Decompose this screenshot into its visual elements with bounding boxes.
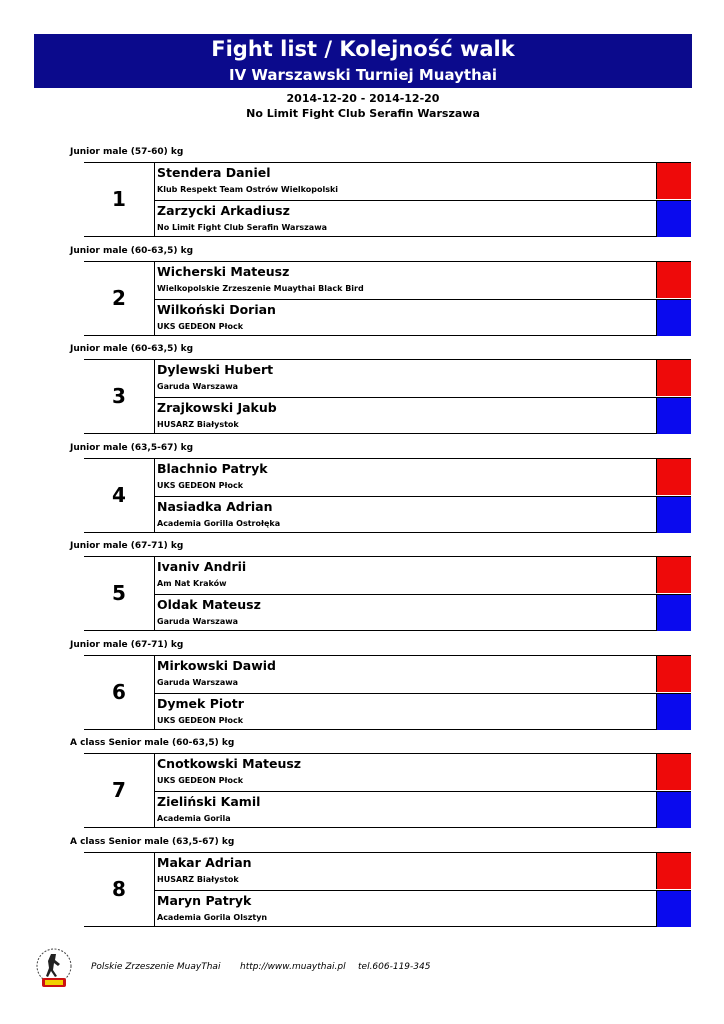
blue-corner-color-box [656, 595, 691, 631]
blue-corner [155, 200, 691, 237]
red-corner [155, 163, 691, 199]
red-fighter-name: Blachnio Patryk [157, 460, 268, 476]
blue-fighter-club: UKS GEDEON Płock [157, 321, 244, 331]
tournament-organizer: No Limit Fight Club Serafin Warszawa [246, 107, 480, 120]
blue-fighter-club: Academia Gorilla Ostrołęka [157, 518, 281, 528]
blue-corner [155, 496, 691, 533]
red-corner [155, 262, 691, 298]
weight-category: Junior male (67-71) kg [70, 541, 184, 551]
red-corner [155, 853, 691, 889]
red-corner-color-box [656, 656, 691, 692]
red-fighter-name: Ivaniv Andrii [157, 559, 247, 574]
blue-corner [155, 594, 691, 631]
footer-website-link[interactable]: http://www.muaythai.pl [240, 962, 346, 972]
document-title: Fight list / Kolejność walk [211, 37, 515, 61]
red-fighter-club: Garuda Warszawa [157, 677, 239, 687]
bout-row [84, 162, 691, 237]
red-fighter-club: UKS GEDEON Płock [157, 480, 244, 490]
weight-category: Junior male (67-71) kg [70, 639, 184, 650]
blue-fighter-club: Garuda Warszawa [157, 617, 239, 626]
document-header [34, 34, 692, 88]
blue-corner-color-box [656, 792, 691, 828]
red-corner-color-box [656, 557, 691, 593]
bout-number: 6 [84, 656, 155, 729]
bout-row [84, 458, 691, 533]
red-fighter-name: Stendera Daniel [157, 165, 271, 180]
red-fighter-club: Am Nat Kraków [157, 579, 227, 588]
bout-number: 7 [84, 754, 155, 827]
red-corner-color-box [656, 754, 691, 790]
blue-fighter-name: Dymek Piotr [157, 695, 244, 711]
bout-number: 4 [84, 459, 155, 532]
blue-fighter-name: Maryn Patryk [157, 892, 252, 908]
bout-row [84, 359, 691, 434]
bout-number: 2 [84, 262, 155, 335]
weight-category: Junior male (60-63,5) kg [70, 245, 194, 256]
blue-fighter-club: Academia Gorila [157, 814, 231, 823]
blue-corner-color-box [656, 398, 691, 434]
bout-row [84, 261, 691, 336]
red-fighter-name: Makar Adrian [157, 854, 252, 870]
blue-corner [155, 693, 691, 730]
red-corner [155, 656, 691, 692]
tournament-name: IV Warszawski Turniej Muaythai [228, 66, 498, 84]
blue-fighter-name: Nasiadka Adrian [157, 498, 273, 514]
blue-corner [155, 299, 691, 336]
footer-phone: tel.606-119-345 [358, 962, 431, 972]
red-corner [155, 557, 691, 593]
muaythai-logo-icon [34, 946, 74, 990]
bout-row [84, 655, 691, 730]
blue-fighter-club: Academia Gorila Olsztyn [157, 912, 268, 922]
red-corner [155, 360, 691, 396]
blue-fighter-club: HUSARZ Białystok [157, 420, 239, 429]
red-fighter-club: Garuda Warszawa [157, 382, 239, 391]
weight-category: Junior male (60-63,5) kg [70, 344, 194, 354]
blue-fighter-name: Zrajkowski Jakub [157, 400, 277, 415]
bout-row [84, 753, 691, 828]
red-fighter-club: Klub Respekt Team Ostrów Wielkopolski [157, 185, 339, 194]
red-corner-color-box [656, 360, 691, 396]
weight-category: Junior male (57-60) kg [70, 147, 184, 157]
blue-corner [155, 890, 691, 927]
red-fighter-name: Mirkowski Dawid [157, 657, 276, 673]
red-fighter-name: Cnotkowski Mateusz [157, 756, 302, 771]
red-fighter-name: Wicherski Mateusz [157, 263, 290, 279]
tournament-dates: 2014-12-20 - 2014-12-20 [286, 92, 440, 105]
blue-corner-color-box [656, 891, 691, 927]
blue-corner [155, 791, 691, 828]
red-fighter-club: Wielkopolskie Zrzeszenie Muaythai Black Bird [157, 283, 364, 293]
bout-number: 5 [84, 557, 155, 630]
bout-number: 1 [84, 163, 155, 236]
blue-corner-color-box [656, 497, 691, 533]
blue-corner [155, 397, 691, 434]
blue-fighter-name: Oldak Mateusz [157, 597, 261, 612]
red-corner-color-box [656, 853, 691, 889]
red-fighter-club: UKS GEDEON Płock [157, 776, 244, 785]
footer-organization: Polskie Zrzeszenie MuayThai [91, 962, 221, 972]
blue-corner-color-box [656, 201, 691, 237]
red-fighter-club: HUSARZ Białystok [157, 874, 239, 884]
red-corner-color-box [656, 262, 691, 298]
bout-number: 3 [84, 360, 155, 433]
blue-fighter-club: No Limit Fight Club Serafin Warszawa [157, 223, 327, 232]
red-fighter-name: Dylewski Hubert [157, 362, 274, 377]
red-corner [155, 459, 691, 495]
blue-fighter-club: UKS GEDEON Płock [157, 715, 244, 725]
bout-number: 8 [84, 853, 155, 926]
red-corner [155, 754, 691, 790]
red-corner-color-box [656, 163, 691, 199]
red-corner-color-box [656, 459, 691, 495]
weight-category: Junior male (63,5-67) kg [70, 442, 194, 453]
weight-category: A class Senior male (60-63,5) kg [70, 738, 235, 748]
blue-fighter-name: Wilkoński Dorian [157, 301, 276, 317]
blue-fighter-name: Zieliński Kamil [157, 794, 261, 809]
blue-fighter-name: Zarzycki Arkadiusz [157, 203, 290, 218]
blue-corner-color-box [656, 300, 691, 336]
bout-row [84, 556, 691, 631]
bout-row [84, 852, 691, 927]
blue-corner-color-box [656, 694, 691, 730]
weight-category: A class Senior male (63,5-67) kg [70, 836, 235, 847]
